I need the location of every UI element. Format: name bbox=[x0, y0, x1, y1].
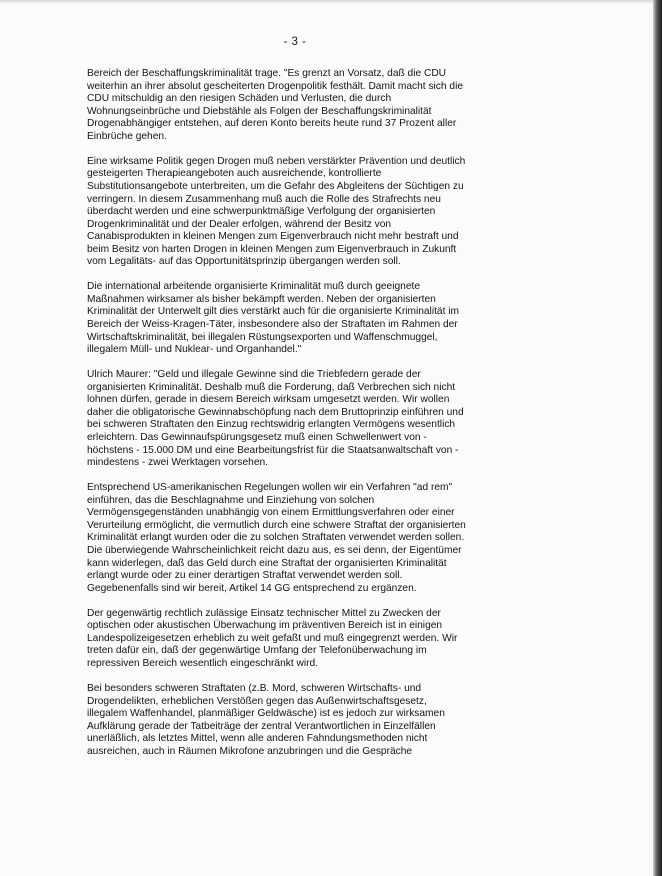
text-line: Entsprechend US-amerikanischen Regelungen wollen wir ein Verfahren "ad rem" bbox=[87, 482, 453, 494]
text-line: Canabisprodukten in kleinen Mengen zum Eigenverbrauch nicht mehr bestraft und bbox=[87, 231, 459, 243]
text-line: Kriminalität erlangt wurden oder die zu solchen Straftaten verwendet werden sollen. bbox=[87, 532, 465, 544]
text-line: bei schweren Straftaten den Einzug rechtswidrig erlangten Vermögens wesentlich bbox=[87, 419, 456, 431]
text-line: ausreichen, auch in Räumen Mikrofone anzubringen und die Gespräche bbox=[87, 745, 413, 757]
paragraph-2 bbox=[87, 156, 519, 269]
text-line: Der gegenwärtig rechtlich zulässige Einsatz technischer Mittel zu Zwecken der bbox=[87, 607, 441, 619]
text-line: organisierten Kriminalität. Deshalb muß die Forderung, daß Verbrechen sich nicht bbox=[87, 381, 456, 393]
text-line: lohnen dürfen, gerade in diesem Bereich wirksam umgesetzt werden. Wir wollen bbox=[87, 394, 450, 406]
text-line: Eine wirksame Politik gegen Drogen muß neben verstärkter Prävention und deutlich bbox=[87, 155, 466, 167]
document-body bbox=[87, 68, 519, 771]
text-line: daher die obligatorische Gewinnabschöpfung nach dem Bruttoprinzip einführen und bbox=[87, 406, 464, 418]
text-line: gesteigerten Therapieangeboten auch ausreichende, kontrollierte bbox=[87, 168, 382, 180]
text-line: Verurteilung ermöglicht, die vermutlich durch eine schwere Straftat der organisierten bbox=[87, 519, 466, 531]
text-line: Wohnungseinbrüche und Diebstähle als Folgen der Beschaffungskriminalität bbox=[87, 105, 432, 117]
page-number: - 3 - bbox=[283, 36, 307, 48]
text-line: weiterhin an ihrer absolut gescheiterten Drogenpolitik festhält. Damit macht sich die bbox=[87, 80, 463, 92]
text-line: Maßnahmen wirksamer als bisher bekämpft werden. Neben der organisierten bbox=[87, 293, 436, 305]
text-line: illegalem Müll- und Nuklear- und Organhandel." bbox=[87, 344, 302, 356]
text-line: erlangt wurde oder zu einer derartigen Straftat verwendet werden soll. bbox=[87, 570, 403, 582]
text-line: kann widerlegen, daß das Geld durch eine Straftat der organisierten Kriminalität bbox=[87, 557, 447, 569]
text-line: Bereich der Beschaffungskriminalität trage. "Es grenzt an Vorsatz, daß die CDU bbox=[87, 68, 447, 79]
text-line: Die international arbeitende organisierte Kriminalität muß durch geeignete bbox=[87, 281, 420, 293]
text-line: CDU mitschuldig an den riesigen Schäden und Verlusten, die durch bbox=[87, 93, 392, 105]
paragraph-3 bbox=[87, 281, 519, 356]
text-line: Landespolizeigesetzen erheblich zu weit gefaßt und muß eingegrenzt werden. Wir bbox=[87, 632, 458, 644]
text-line: mindestens - zwei Werktagen vorsehen. bbox=[87, 457, 269, 469]
scan-edge-right bbox=[653, 0, 662, 876]
text-line: treten dafür ein, daß der gegenwärtige Umfang der Telefonüberwachung im bbox=[87, 645, 427, 657]
paragraph-5 bbox=[87, 482, 519, 595]
text-line: erleichtern. Das Gewinnaufspürungsgesetz muß einen Schwellenwert von - bbox=[87, 432, 427, 443]
text-line: Drogenabhängiger entstehen, auf deren Konto bereits heute rund 37 Prozent aller bbox=[87, 118, 457, 130]
text-line: Gegebenenfalls sind wir bereit, Artikel 14 GG entsprechend zu ergänzen. bbox=[87, 582, 417, 594]
paragraph-6 bbox=[87, 608, 519, 671]
text-line: Bereich der Weiss-Kragen-Täter, insbesondere also der Straftaten im Rahmen der bbox=[87, 319, 458, 331]
text-line: verringern. In diesem Zusammenhang muß auch die Rolle des Strafrechts neu bbox=[87, 193, 441, 205]
text-line: repressiven Bereich wesentlich eingeschränkt wird. bbox=[87, 657, 319, 669]
text-line: beim Besitz von harten Drogen in kleinen Mengen zum Eigenverbrauch in Zukunft bbox=[87, 243, 457, 255]
text-line: Vermögensgegenständen unabhängig von einem Ermittlungsverfahren oder einer bbox=[87, 507, 455, 519]
text-line: Einbrüche gehen. bbox=[87, 130, 167, 142]
text-line: Wirtschaftskriminalität, bei illegalen Rüstungsexporten und Waffenschmuggel, bbox=[87, 331, 438, 343]
text-line: Die überwiegende Wahrscheinlichkeit reicht dazu aus, es sei denn, der Eigentümer bbox=[87, 544, 462, 556]
text-line: überdacht werden und eine schwerpunktmäßige Verfolgung der organisierten bbox=[87, 206, 436, 218]
text-line: Bei besonders schweren Straftaten (z.B. Mord, schweren Wirtschafts- und bbox=[87, 683, 422, 695]
text-line: optischen oder akustischen Überwachung im präventiven Bereich ist in einigen bbox=[87, 620, 443, 632]
text-line: Substitutionsangebote unterbreiten, um die Gefahr des Abgleitens der Süchtigen zu bbox=[87, 180, 464, 192]
text-line: Drogendelikten, erheblichen Verstößen gegen das Außenwirtschaftsgesetz, bbox=[87, 695, 427, 707]
paragraph-4 bbox=[87, 369, 519, 469]
text-line: Ulrich Maurer: "Geld und illegale Gewinne sind die Triebfedern gerade der bbox=[87, 369, 421, 381]
text-line: Drogenkriminalität und der Dealer erfolgen, während der Besitz von bbox=[87, 218, 392, 230]
paragraph-1 bbox=[87, 68, 519, 143]
text-line: vom Legalitäts- auf das Opportunitätsprinzip übergangen werden soll. bbox=[87, 256, 401, 268]
text-line: illegalem Waffenhandel, planmäßiger Geldwäsche) ist es jedoch zur wirksamen bbox=[87, 708, 445, 720]
scan-edge-top bbox=[0, 0, 662, 4]
paragraph-7 bbox=[87, 683, 519, 758]
text-line: höchstens - 15.000 DM und eine Bearbeitungsfrist für die Staatsanwaltschaft von - bbox=[87, 444, 459, 456]
text-line: unerläßlich, als letztes Mittel, wenn alle anderen Fahndungsmethoden nicht bbox=[87, 733, 428, 745]
text-line: Kriminalität der Unterwelt gilt dies verstärkt auch für die organisierte Kriminalität im bbox=[87, 306, 459, 318]
text-line: einführen, das die Beschlagnahme und Einziehung von solchen bbox=[87, 494, 375, 506]
text-line: Aufklärung gerade der Tatbeiträge der zentral Verantwortlichen in Einzelfällen bbox=[87, 720, 436, 732]
